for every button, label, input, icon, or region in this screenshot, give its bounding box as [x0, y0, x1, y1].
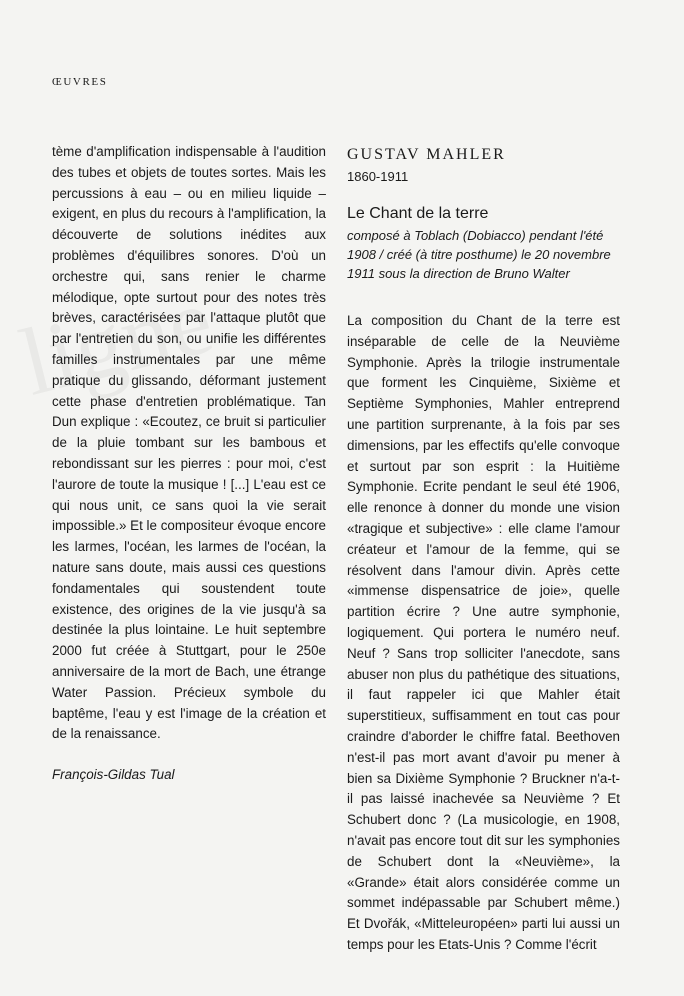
right-column [347, 145, 620, 956]
work-subtitle: composé à Toblach (Dobiacco) pendant l'été 1908 / créé (à titre posthume) le 20 novembre 1911 sous la direction de Bruno Walter [347, 228, 611, 281]
work-title: Le Chant de la terre [347, 205, 489, 222]
section-label: ŒUVRES [52, 76, 108, 88]
left-column [52, 142, 326, 786]
left-paragraph: tème d'amplification indispensable à l'audition des tubes et objets de toutes sortes. Mais les percussions à eau – ou en milieu liquide – exigent, en plus du recours à l'amplification, la découverte de solutions inédites aux problèmes d'équilibres sonores. D'où un orchestre qui, sans renier le charme mélodique, opte surtout pour des notes très brèves, caractérisées par l'attaque plutôt que par l'entretien du son, ou unifie les différentes familles instrumentales par une même pratique du glissando, déformant justement cette phase d'entretien problématique. Tan Dun explique : «Ecoutez, ce bruit si particulier de la pluie tombant sur les bambous et rebondissant sur les pierres : pour moi, c'est l'aurore de toute la musique ! [...] L'eau est ce qui nous unit, ce sans quoi la vie serait impossible.» Et le compositeur évoque encore les larmes, l'océan, les larmes de l'océan, la nature sans doute, mais aussi ces questions fondamentales qui soustendent toute existence, des origines de la vie jusqu'à sa destinée la plus lointaine. Le huit septembre 2000 fut créée à Stuttgart, pour le 250e anniversaire de la mort de Bach, une étrange Water Passion. Précieux symbole du baptême, l'eau y est l'image de la création et de la renaissance. [52, 144, 326, 742]
author-signature: François-Gildas Tual [52, 767, 175, 783]
right-paragraph: La composition du Chant de la terre est inséparable de celle de la Neuvième Symphonie. Après la trilogie instrumentale que forment les Cinquième, Sixième et Septième Symphonies, Mahler entreprend une partition surprenante, à la fois par ses dimensions, par les effectifs qu'elle convoque et surtout par son esprit : la Huitième Symphonie. Ecrite pendant le seul été 1906, elle renonce à donner du monde une vision «tragique et subjective» : elle clame l'amour créateur et l'amour de la femme, qui se résolvent dans l'amour divin. Après cette «immense dispensatrice de joie», quelle partition écrire ? Une autre symphonie, logiquement. Qui portera le numéro neuf. Neuf ? Sans trop solliciter l'anecdote, sans abuser non plus du pathétique des situations, il faut rappeler ici que Mahler était superstitieux, suffisamment en tout cas pour craindre d'aborder le chiffre fatal. Beethoven n'est-il pas mort avant d'avoir pu mener à bien sa Dixième Symphonie ? Bruckner n'a-t-il pas laissé inachevée sa Neuvième ? Et Schubert donc ? (La musicologie, en 1908, n'avait pas encore tout dit sur les symphonies de Schubert dont la «Neuvième», la «Grande» était alors considérée comme un sommet indépassable par Schubert même.) Et Dvořák, «Mitteleuropéen» parti lui aussi un temps pour les Etats-Unis ? Comme l'écrit [347, 313, 620, 952]
composer-name: GUSTAV MAHLER [347, 146, 506, 163]
composer-dates: 1860-1911 [347, 169, 409, 184]
